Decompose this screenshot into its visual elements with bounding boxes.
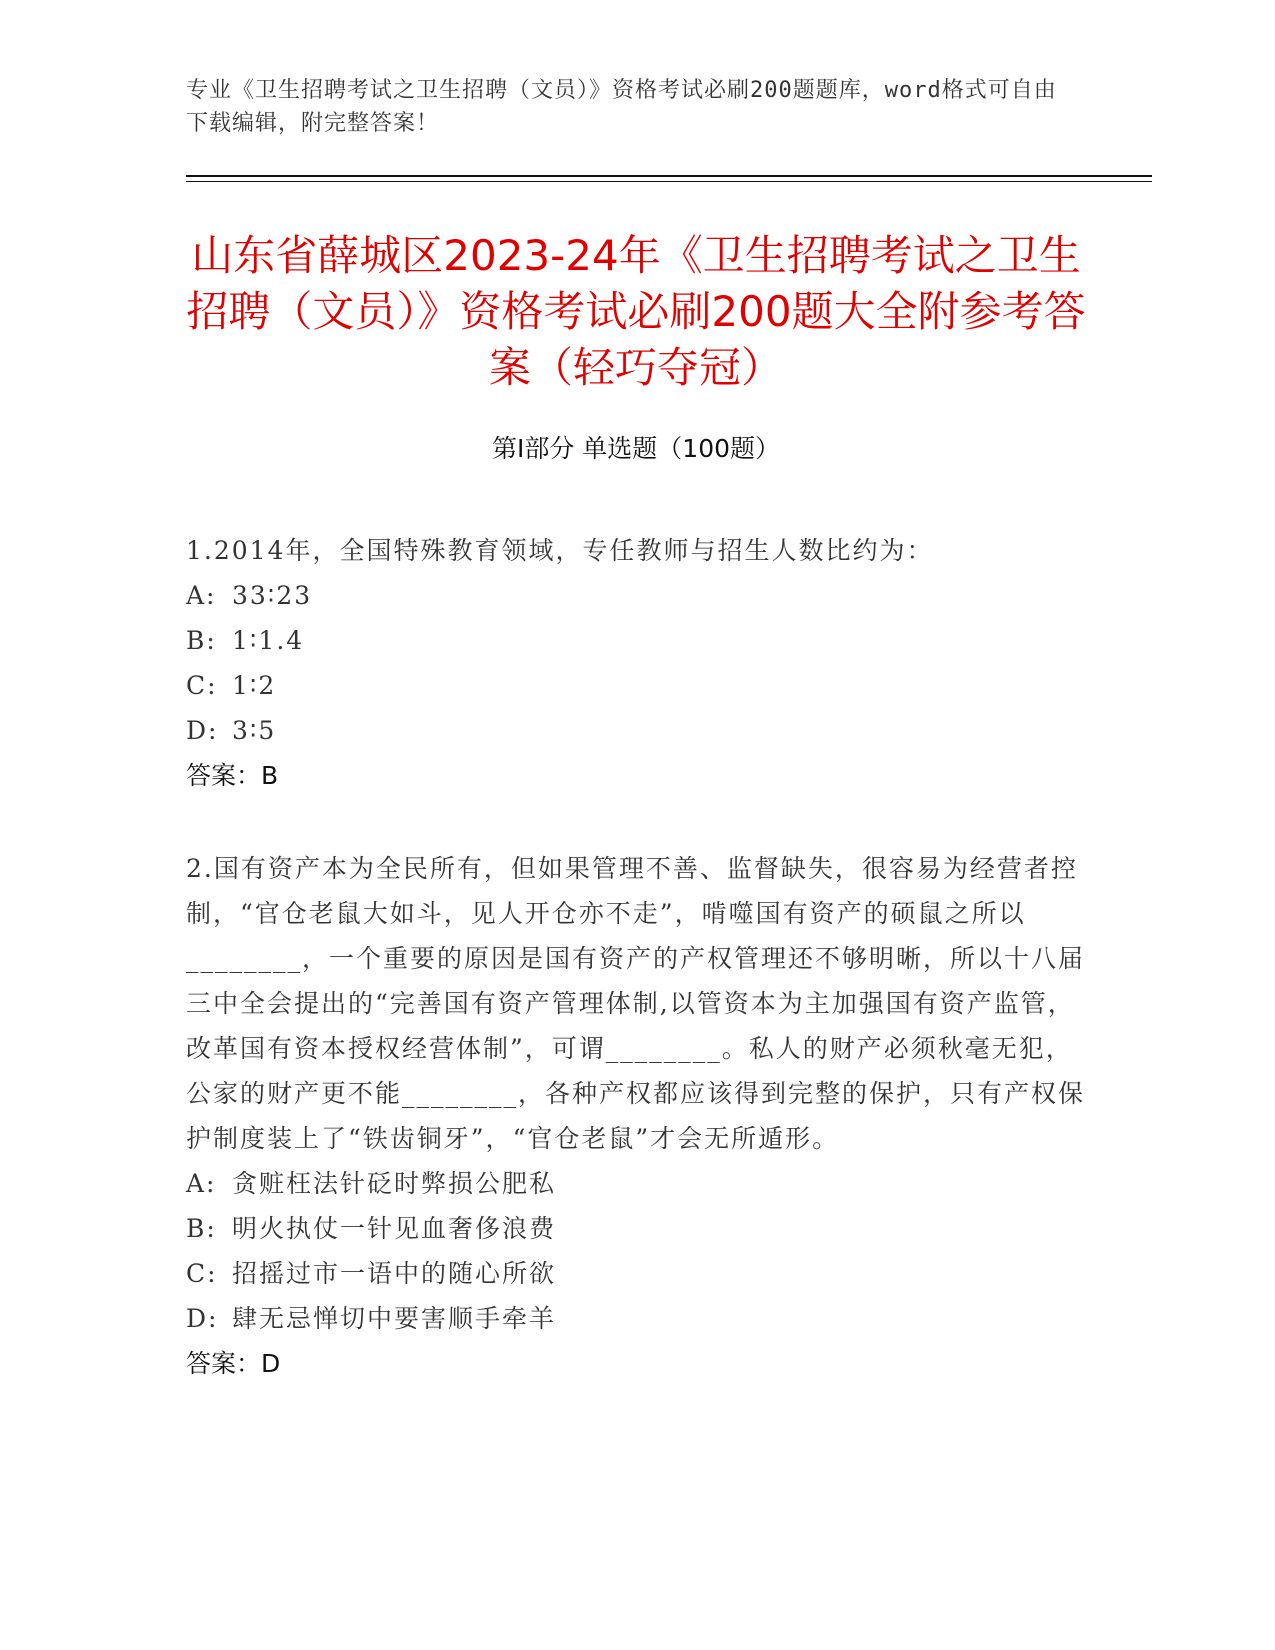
question-2 [186,846,1086,1386]
option-text: 1∶2 [232,671,277,700]
question-text: 1.2014年，全国特殊教育领域，专任教师与招生人数比约为： [186,536,934,565]
option-key: C: [186,671,218,700]
option-b [186,618,1086,663]
option-key: A: [186,1169,217,1198]
question-1 [186,528,1086,798]
option-c [186,1251,1086,1296]
option-text: 肆无忌惮切中要害顺手牵羊 [232,1304,557,1333]
section-title: 第Ⅰ部分 单选题（100题） [491,434,781,463]
option-text: 33∶23 [232,581,313,610]
question-text: 2.国有资产本为全民所有，但如果管理不善、监督缺失，很容易为经营者控制，“官仓老鼠大如斗，见人开仓亦不走”，啃噬国有资产的硕鼠之所以________，一个重要的原因是国有资产的产权管理还不够明晰，所以十八届三中全会提出的“完善国有资产管理体制,以管资本为主加强国有资产监管，改革国有资本授权经营体制”，可谓________。私人的财产必须秋毫无犯，公家的财产更不能________，各种产权都应该得到完整的保护，只有产权保护制度装上了“铁齿铜牙”，“官仓老鼠”才会无所遁形。 [186,854,1086,1153]
option-c [186,663,1086,708]
option-text: 1∶1.4 [232,626,305,655]
option-key: C: [186,1259,218,1288]
option-a [186,573,1086,618]
option-d [186,1296,1086,1341]
header-divider-thin [186,181,1152,182]
option-key: B: [186,1214,217,1243]
document-title: 山东省薛城区2023-24年《卫生招聘考试之卫生招聘（文员）》资格考试必刷200题大全附参考答案（轻巧夺冠） [186,231,1086,392]
answer: 答案：D [186,1349,281,1378]
option-key: D: [186,716,219,745]
option-key: D: [186,1304,219,1333]
option-key: B: [186,626,217,655]
header-note: 专业《卫生招聘考试之卫生招聘（文员）》资格考试必刷200题题库，word格式可自由下载编辑，附完整答案！ [186,78,1057,136]
option-d [186,708,1086,753]
option-text: 招摇过市一语中的随心所欲 [232,1259,557,1288]
option-text: 明火执仗一针见血奢侈浪费 [232,1214,557,1243]
option-b [186,1206,1086,1251]
option-text: 3∶5 [232,716,277,745]
option-a [186,1161,1086,1206]
option-text: 贪赃枉法针砭时弊损公肥私 [232,1169,557,1198]
option-key: A: [186,581,217,610]
answer: 答案：B [186,761,279,790]
header-divider-thick [186,175,1152,177]
